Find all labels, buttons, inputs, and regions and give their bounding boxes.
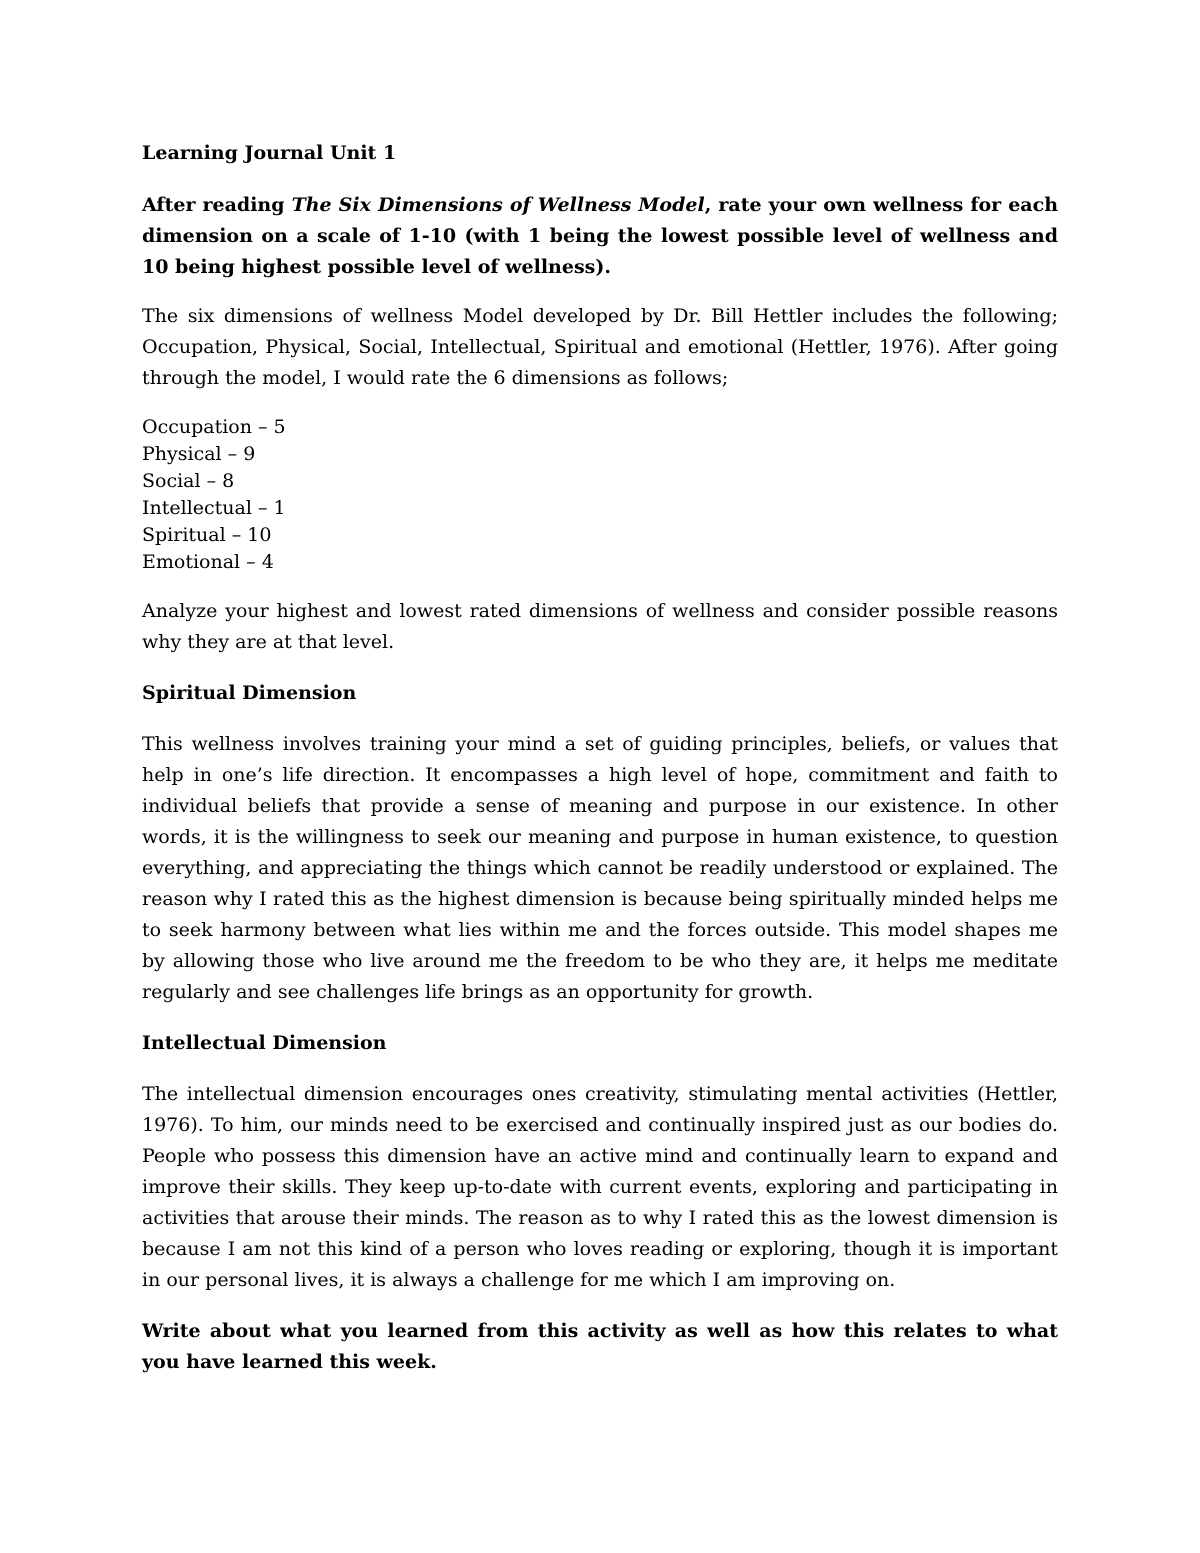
prompt-write-reflection: Write about what you learned from this activity as well as how this relates to what you have learned this week.	[142, 1319, 1058, 1373]
ratings-list	[142, 414, 1058, 576]
prompt-text-after: , rate your own wellness for each dimension on a scale of 1-10 (with 1 being the lowest possible level of wellness and 10 being highest possible level of wellness).	[142, 193, 1059, 278]
prompt-text-before: After reading	[142, 193, 292, 216]
rating-emotional: Emotional – 4	[142, 550, 274, 573]
intellectual-heading: Intellectual Dimension	[142, 1031, 387, 1054]
rating-occupation: Occupation – 5	[142, 415, 286, 438]
spiritual-heading: Spiritual Dimension	[142, 681, 357, 704]
rating-intellectual: Intellectual – 1	[142, 496, 286, 519]
model-title-italic: The Six Dimensions of Wellness Model	[291, 193, 705, 216]
document-title: Learning Journal Unit 1	[142, 142, 397, 164]
rating-social: Social – 8	[142, 469, 235, 492]
intellectual-paragraph: The intellectual dimension encourages ones creativity, stimulating mental activities (Hettler, 1976). To him, our minds need to be exercised and continually inspired just as our bodies do. People who possess this dimension have an active mind and continually learn to expand and improve their skills. They keep up-to-date with current events, exploring and participating in activities that arouse their minds. The reason as to why I rated this as the lowest dimension is because I am not this kind of a person who loves reading or exploring, though it is important in our personal lives, it is always a challenge for me which I am improving on.	[142, 1082, 1058, 1291]
rating-physical: Physical – 9	[142, 442, 256, 465]
prompt-rate-wellness	[142, 190, 1058, 283]
rating-spiritual: Spiritual – 10	[142, 523, 272, 546]
intro-paragraph: The six dimensions of wellness Model developed by Dr. Bill Hettler includes the following; Occupation, Physical, Social, Intellectual, Spiritual and emotional (Hettler, 1976). After going through the model, I would rate the 6 dimensions as follows;	[142, 304, 1058, 389]
analyze-prompt: Analyze your highest and lowest rated dimensions of wellness and consider possible reasons why they are at that level.	[142, 599, 1058, 653]
spiritual-paragraph: This wellness involves training your mind a set of guiding principles, beliefs, or values that help in one’s life direction. It encompasses a high level of hope, commitment and faith to individual beliefs that provide a sense of meaning and purpose in our existence. In other words, it is the willingness to seek our meaning and purpose in human existence, to question everything, and appreciating the things which cannot be readily understood or explained. The reason why I rated this as the highest dimension is because being spiritually minded helps me to seek harmony between what lies within me and the forces outside. This model shapes me by allowing those who live around me the freedom to be who they are, it helps me meditate regularly and see challenges life brings as an opportunity for growth.	[142, 732, 1058, 1003]
